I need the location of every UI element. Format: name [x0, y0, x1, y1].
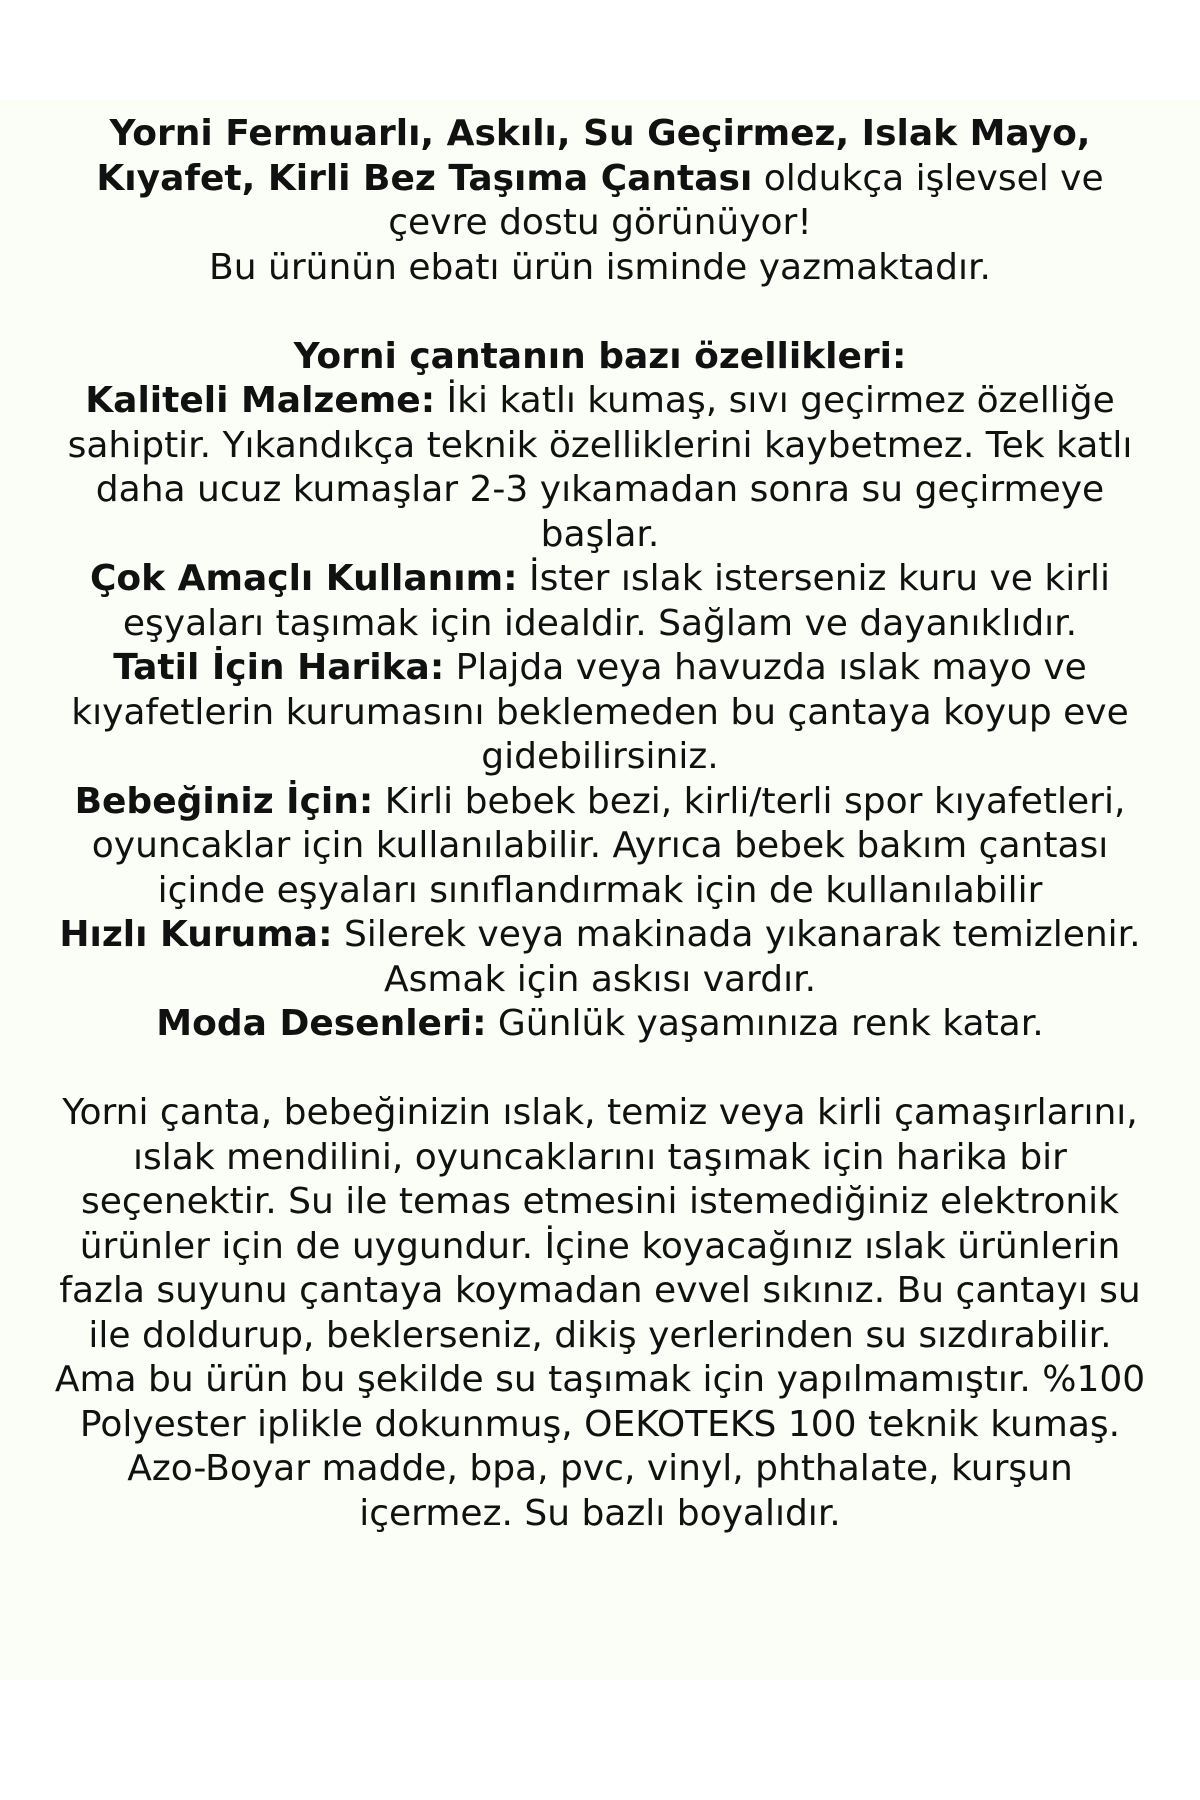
intro-paragraph — [50, 112, 1150, 246]
feature-item-holiday — [50, 646, 1150, 780]
feature-text: Kirli bebek bezi, kirli/terli spor kıyafetleri, oyuncaklar için kullanılabilir. Ayrıca bebek bakım çantası içinde eşyaları sınıflandırmak için de kullanılabilir — [91, 780, 1126, 911]
feature-item-quick-dry — [50, 913, 1150, 1002]
size-note: Bu ürünün ebatı ürün isminde yazmaktadır. — [209, 246, 991, 288]
feature-text: İki katlı kumaş, sıvı geçirmez özelliğe sahiptir. Yıkandıkça teknik özelliklerini kaybetmez. Tek katlı daha ucuz kumaşlar 2-3 yıkamadan sonra su geçirmeye başlar. — [67, 380, 1133, 555]
product-description — [50, 112, 1150, 1536]
feature-label: Hızlı Kuruma: — [59, 914, 333, 955]
feature-label: Kaliteli Malzeme: — [85, 380, 436, 421]
feature-text: Silerek veya makinada yıkanarak temizlenir. Asmak için askısı vardır. — [332, 914, 1141, 1000]
feature-item-baby — [50, 780, 1150, 914]
feature-text: Plajda veya havuzda ıslak mayo ve kıyafetlerin kurumasını beklemeden bu çantaya koyup eve gidebilirsiniz. — [71, 647, 1129, 777]
feature-item-quality — [50, 379, 1150, 557]
feature-label: Tatil İçin Harika: — [113, 647, 445, 688]
product-title: Yorni Fermuarlı, Askılı, Su Geçirmez, Islak Mayo, Kıyafet, Kirli Bez Taşıma Çantası — [96, 113, 1091, 199]
closing-paragraph: Yorni çanta, bebeğinizin ıslak, temiz veya kirli çamaşırlarını, ıslak mendilini, oyuncaklarını taşımak için harika bir seçenektir. Su ile temas etmesini istemediğiniz elektronik ürünler için de uygundur. İçine koyacağınız ıslak ürünlerin fazla suyunu çantaya koymadan evvel sıkınız. Bu çantayı su ile doldurup, beklerseniz, dikiş yerlerinden su sızdırabilir. Ama bu ürün bu şekilde su taşımak için yapılmamıştır. %100 Polyester iplikle dokunmuş, OEKOTEKS 100 teknik kumaş. Azo-Boyar madde, bpa, pvc, vinyl, phthalate, kurşun içermez. Su bazlı boyalıdır. — [54, 1092, 1146, 1534]
spacer — [50, 290, 1150, 335]
feature-item-multipurpose — [50, 557, 1150, 646]
features-heading: Yorni çantanın bazı özellikleri: — [293, 335, 907, 377]
feature-text: İster ıslak isterseniz kuru ve kirli eşyaları taşımak için idealdir. Sağlam ve dayanıklıdır. — [122, 558, 1111, 644]
feature-text: Günlük yaşamınıza renk katar. — [486, 1003, 1044, 1044]
feature-label: Moda Desenleri: — [156, 1003, 487, 1044]
feature-label: Çok Amaçlı Kullanım: — [89, 558, 518, 599]
feature-item-fashion — [50, 1002, 1150, 1047]
intro-text: oldukça işlevsel ve çevre dostu görünüyor! — [388, 157, 1104, 243]
feature-label: Bebeğiniz İçin: — [74, 780, 374, 822]
spacer — [50, 1047, 1150, 1092]
